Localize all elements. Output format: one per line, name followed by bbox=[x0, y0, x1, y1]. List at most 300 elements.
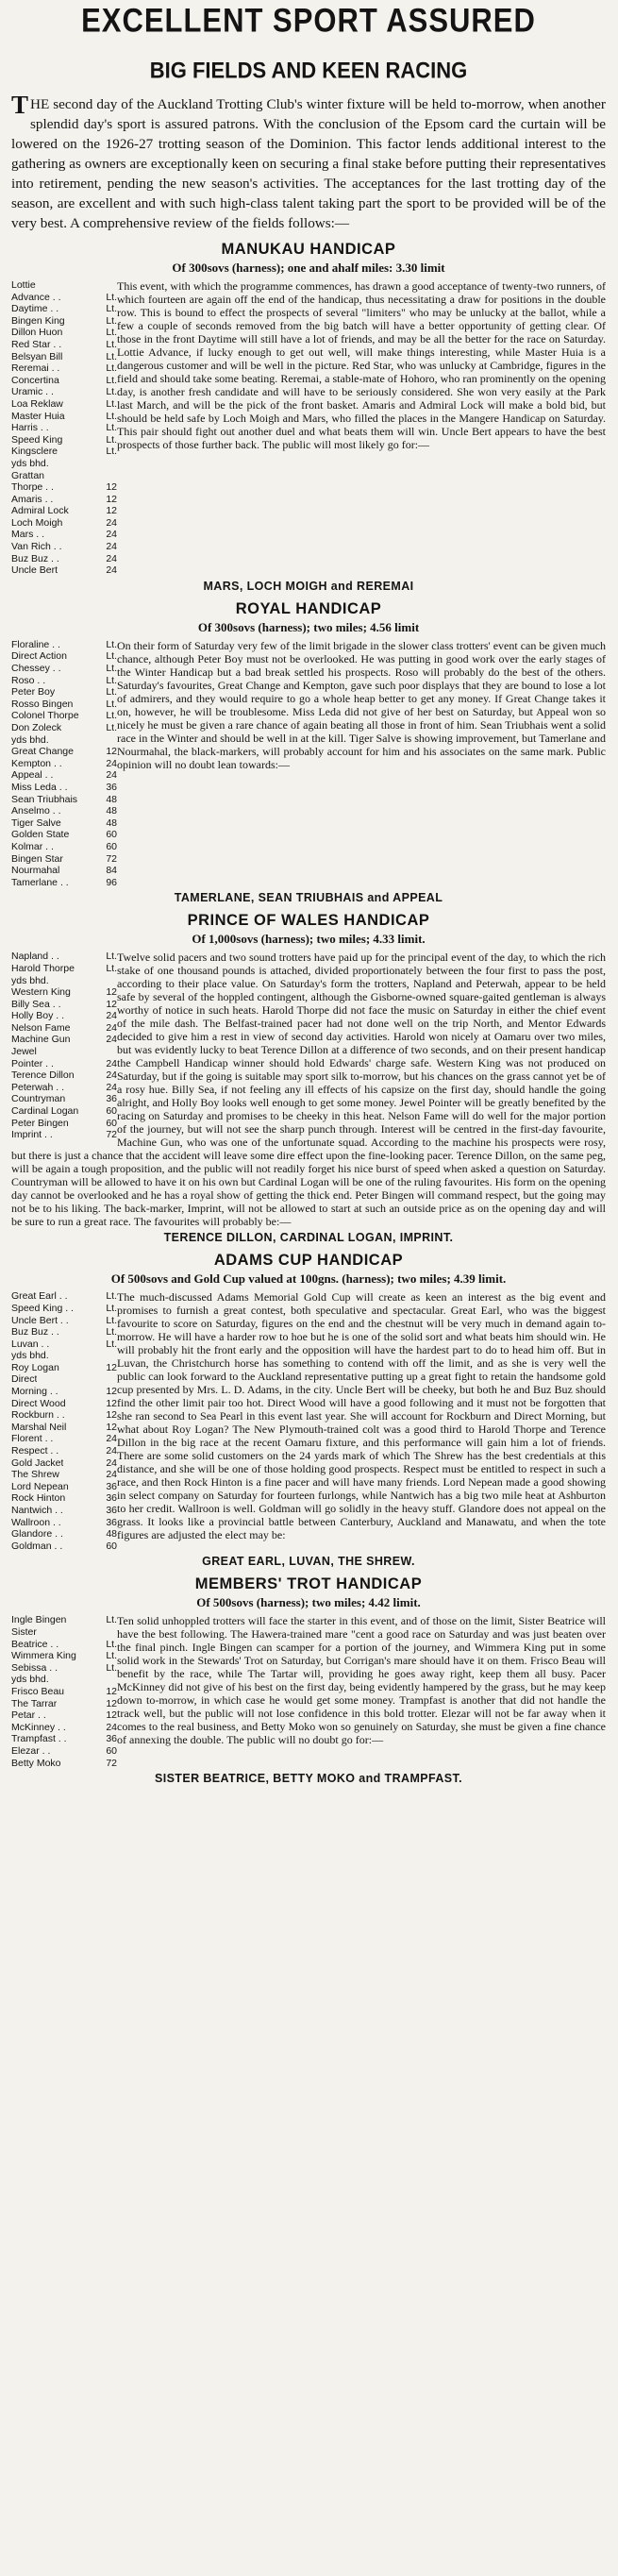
horse-name: yds bhd. bbox=[11, 1350, 49, 1362]
entry-row bbox=[11, 517, 117, 530]
horse-name: Appeal . . bbox=[11, 769, 54, 782]
horse-name: Master Huia bbox=[11, 410, 65, 422]
entry-row bbox=[11, 722, 117, 734]
handicap-mark: Lt. bbox=[106, 962, 117, 974]
handicap-mark: 36 bbox=[106, 781, 117, 793]
horse-name: Elezar . . bbox=[11, 1744, 51, 1757]
horse-name: Kolmar . . bbox=[11, 840, 54, 852]
entry-row bbox=[11, 1315, 117, 1327]
handicap-mark: 24 bbox=[106, 1456, 117, 1469]
horse-name: Western King bbox=[11, 986, 71, 999]
entry-row bbox=[11, 1505, 117, 1517]
handicap-mark: 12 bbox=[106, 1397, 117, 1409]
handicap-mark: Lt. bbox=[106, 1638, 117, 1650]
horse-name: Speed King . . bbox=[11, 1302, 74, 1314]
handicap-mark: 72 bbox=[106, 852, 117, 865]
horse-name: Amaris . . bbox=[11, 493, 54, 505]
handicap-mark: 24 bbox=[106, 1021, 117, 1034]
subheadline: BIG FIELDS AND KEEN RACING bbox=[149, 57, 468, 84]
entry-row bbox=[11, 734, 117, 747]
entry-row bbox=[11, 746, 117, 758]
handicap-mark bbox=[100, 470, 117, 482]
handicap-mark: Lt. bbox=[106, 686, 117, 699]
event-section bbox=[11, 912, 606, 1244]
horse-name: Ingle Bingen bbox=[11, 1614, 67, 1626]
events-list bbox=[11, 241, 606, 1785]
horse-name: Loa Reklaw bbox=[11, 397, 63, 410]
entry-row bbox=[11, 1639, 117, 1651]
entry-row bbox=[11, 541, 117, 553]
horse-name: Machine Gun bbox=[11, 1034, 71, 1046]
entry-row bbox=[11, 1709, 117, 1722]
entry-row bbox=[11, 650, 117, 663]
horse-name: Rockburn . . bbox=[11, 1409, 65, 1422]
handicap-mark: 24 bbox=[106, 564, 117, 577]
entry-row bbox=[11, 1422, 117, 1434]
horse-name: Goldman . . bbox=[11, 1540, 63, 1552]
horse-name: Miss Leda . . bbox=[11, 781, 68, 793]
event-body bbox=[11, 639, 606, 888]
entry-row bbox=[11, 986, 117, 999]
horse-name: Admiral Lock bbox=[11, 505, 69, 517]
handicap-mark: Lt. bbox=[106, 433, 117, 446]
entry-row bbox=[11, 963, 117, 975]
entry-row bbox=[11, 1350, 117, 1362]
handicap-mark: Lt. bbox=[106, 698, 117, 710]
handicap-mark: 12 bbox=[106, 1386, 117, 1398]
handicap-mark bbox=[100, 975, 117, 987]
handicap-mark: Lt. bbox=[106, 1314, 117, 1326]
horse-name: McKinney . . bbox=[11, 1721, 66, 1733]
horse-name: Marshal Neil bbox=[11, 1421, 67, 1433]
entry-row bbox=[11, 470, 117, 482]
event-title: MEMBERS' TROT HANDICAP bbox=[194, 1575, 423, 1593]
entry-row bbox=[11, 351, 117, 363]
entry-row bbox=[11, 1481, 117, 1493]
entry-row bbox=[11, 327, 117, 339]
handicap-mark: Lt. bbox=[106, 650, 117, 663]
horse-name: Kingsclere bbox=[11, 446, 58, 458]
lead-text: HE second day of the Auckland Trotting Club's winter fixture will be held to-morrow, when another splendid day's sport is assured patrons. With the conclusion of the Epsom card the curtain will be lowered on the 1926-27 trotting season of the Dominion. This factor lends additional interest to the gathering as owners are exceptionally keen on securing a final stake before putting their representatives into retirement, pending the new season's activities. The acceptances for the last trotting day of the season, are excellent and with such high-class talent taking part the sport to be provided will be of the very best. A comprehensive review of the fields follows:— bbox=[11, 96, 606, 231]
entry-row bbox=[11, 710, 117, 722]
horse-name: Mars . . bbox=[11, 529, 45, 541]
handicap-mark: 48 bbox=[106, 817, 117, 829]
entry-row bbox=[11, 1386, 117, 1398]
horse-name: Van Rich . . bbox=[11, 541, 62, 553]
event-selections: TERENCE DILLON, CARDINAL LOGAN, IMPRINT. bbox=[163, 1231, 454, 1245]
handicap-mark: Lt. bbox=[106, 422, 117, 434]
horse-name: Respect . . bbox=[11, 1445, 59, 1457]
horse-name: Uncle Bert . . bbox=[11, 1314, 69, 1326]
handicap-mark: Lt. bbox=[106, 327, 117, 339]
entry-row bbox=[11, 1373, 117, 1386]
entry-row bbox=[11, 951, 117, 963]
entry-row bbox=[11, 699, 117, 711]
handicap-mark: Lt. bbox=[106, 638, 117, 650]
handicap-mark: 60 bbox=[106, 1540, 117, 1552]
entry-row bbox=[11, 817, 117, 830]
event-title: ADAMS CUP HANDICAP bbox=[213, 1252, 404, 1270]
horse-name: Peterwah . . bbox=[11, 1081, 65, 1093]
handicap-mark bbox=[100, 734, 117, 747]
entries-list bbox=[11, 639, 117, 888]
event-conditions: Of 300sovs (harness); two miles; 4.56 limit bbox=[197, 619, 420, 634]
event-section bbox=[11, 241, 606, 593]
entry-row bbox=[11, 362, 117, 375]
entry-row bbox=[11, 1082, 117, 1094]
event-body bbox=[11, 951, 606, 1228]
entry-row bbox=[11, 853, 117, 866]
horse-name: Speed King bbox=[11, 433, 63, 446]
handicap-mark: Lt. bbox=[106, 1650, 117, 1662]
handicap-mark: 24 bbox=[106, 1445, 117, 1457]
horse-name: Colonel Thorpe bbox=[11, 710, 79, 722]
horse-name: Concertina bbox=[11, 374, 59, 386]
entry-row bbox=[11, 1398, 117, 1410]
entry-row bbox=[11, 1457, 117, 1470]
horse-name: Peter Bingen bbox=[11, 1117, 69, 1129]
handicap-mark: 60 bbox=[106, 1744, 117, 1757]
handicap-mark bbox=[100, 279, 117, 292]
entry-row bbox=[11, 686, 117, 699]
entry-row bbox=[11, 303, 117, 315]
event-review: On their form of Saturday very few of the limit brigade in the slower class trotters' event can be given much chance, although Peter Boy must not be overlooked. He was putting in good work over the early stages of the Winter Handicap but a bad break settled his prospects. Roso will probably do the best of the others. Saturday's favourites, Great Change and Kempton, gave such poor displays that they are bound to lose a lot of admirers, and they would require to go a whole heap better to get any money. If Great Change takes it on, however, he will be troublesome. Miss Leda did not give of her best on Saturday, but Appeal won so nicely he must be given a rare chance of again beating all those in front of him. Sean Triubhais went a solid race in the Winter and should be well in at the kill. Tiger Salve is showing improvement, but Tamerlane and Nourmahal, the black-markers, will probably account for him and his associates on the same mark. Public opinion will no doubt lean towards:— bbox=[117, 638, 607, 771]
handicap-mark: 24 bbox=[106, 1069, 117, 1082]
horse-name: Napland . . bbox=[11, 951, 59, 963]
event-selections: SISTER BEATRICE, BETTY MOKO and TRAMPFAST. bbox=[154, 1772, 463, 1786]
horse-name: Florent . . bbox=[11, 1433, 54, 1445]
handicap-mark: 60 bbox=[106, 1105, 117, 1118]
handicap-mark: 36 bbox=[106, 1492, 117, 1505]
event-conditions: Of 500sovs (harness); two miles; 4.42 limit. bbox=[196, 1595, 421, 1610]
handicap-mark: Lt. bbox=[106, 951, 117, 963]
horse-name: yds bhd. bbox=[11, 733, 49, 746]
entry-row bbox=[11, 1093, 117, 1105]
horse-name: Loch Moigh bbox=[11, 516, 63, 529]
event-body bbox=[11, 1290, 606, 1552]
horse-name: Direct Wood bbox=[11, 1397, 66, 1409]
handicap-mark: Lt. bbox=[106, 1302, 117, 1314]
handicap-mark: 24 bbox=[106, 1469, 117, 1481]
handicap-mark: Lt. bbox=[106, 710, 117, 722]
horse-name: Imprint . . bbox=[11, 1129, 53, 1141]
handicap-mark: 48 bbox=[106, 1528, 117, 1541]
handicap-mark: 24 bbox=[106, 1081, 117, 1093]
handicap-mark: Lt. bbox=[106, 397, 117, 410]
entry-row bbox=[11, 1650, 117, 1662]
entry-row bbox=[11, 1010, 117, 1022]
horse-name: Don Zoleck bbox=[11, 722, 62, 733]
horse-name: Jewel bbox=[11, 1046, 37, 1058]
handicap-mark bbox=[100, 1046, 117, 1058]
entry-row bbox=[11, 769, 117, 782]
event-section bbox=[11, 1252, 606, 1568]
event-review: Ten solid unhoppled trotters will face the starter in this event, and of those on the limit, Sister Beatrice will have the best following. The Hawera-trained mare "cent a good race on Saturday and was just beaten over the final pinch. Ingle Bingen can scamper for a portion of the journey, and Wimmera King put in some solid work in the Stewards' Trot on Saturday, but Corrigan's mare should have it on them. Frisco Beau will benefit by the race, while The Tartar will, providing he goes away right, keep them all busy. Pacer McKinney did not give of his best on the first day, being evidently hampered by the grass, but he may keep down to-morrow, in which case he would get some money. Trampfast is another that did not handle the track well, but the public will not lose confidence in this bold trotter. Elezar will not be far away when it comes to the real business, and Betty Moko won so genuinely on Saturday, she must be given a fine chance of annexing the double. The public will no doubt go for:— bbox=[117, 1614, 606, 1747]
horse-name: Roso . . bbox=[11, 674, 46, 686]
entries-list bbox=[11, 1290, 117, 1552]
handicap-mark: Lt. bbox=[106, 1326, 117, 1339]
horse-name: Nantwich . . bbox=[11, 1505, 63, 1516]
handicap-mark: 72 bbox=[106, 1757, 117, 1769]
handicap-mark: 36 bbox=[106, 1093, 117, 1105]
horse-name: Wimmera King bbox=[11, 1650, 76, 1662]
event-selections: TAMERLANE, SEAN TRIUBHAIS and APPEAL bbox=[174, 891, 443, 905]
horse-name: Red Star . . bbox=[11, 338, 62, 350]
horse-name: Rosso Bingen bbox=[11, 698, 74, 710]
entry-row bbox=[11, 446, 117, 458]
horse-name: Daytime . . bbox=[11, 303, 59, 315]
entries-list bbox=[11, 279, 117, 577]
handicap-mark: 48 bbox=[106, 793, 117, 805]
handicap-mark: 12 bbox=[106, 998, 117, 1010]
horse-name: Betty Moko bbox=[11, 1757, 61, 1769]
handicap-mark: 96 bbox=[106, 876, 117, 888]
entry-row bbox=[11, 481, 117, 494]
event-review: This event, with which the programme commences, has drawn a good acceptance of twenty-two runners, of which fourteen are again off the end of the handicap, thus necessitating a draw for positions in the double row. This is bound to effect the prospects of several "limiters" who may be unlucky at the ballot, while a few a couple of seconds removed from the big batch will have a better opportunity of getting clear. Of those in the front Daytime will still have a lot of friends, and may be all the better for the race on Saturday. Lottie Advance, if lucky enough to get out well, will make things interesting, while Master Huia is a dangerous customer and will be well in the picture. Red Star, who was unlucky at Cambridge, figures in the field and should take some beating. Reremai, a stable-mate of Hohoro, who ran prominently on the opening day, is another fresh candidate and will have to be seriously considered. She won very easily at the Park last March, and will be the pick of the front basket. Amaris and Admiral Lock will make a bold bid, but should be held safe by Loch Moigh and Mars, who filled the places in the Mangere Handicap on Saturday. This pair should fight out another duel and what beats them will win. Uncle Bert appears to have the best prospects of those further back. The public will most likely go for:— bbox=[117, 279, 606, 451]
horse-name: Sebissa . . bbox=[11, 1661, 58, 1674]
horse-name: Great Earl . . bbox=[11, 1290, 68, 1303]
handicap-mark: 36 bbox=[106, 1505, 117, 1516]
handicap-mark bbox=[100, 1626, 117, 1639]
horse-name: yds bhd. bbox=[11, 457, 49, 469]
entry-row bbox=[11, 564, 117, 577]
horse-name: Wallroon . . bbox=[11, 1516, 61, 1528]
entry-row bbox=[11, 805, 117, 817]
entry-row bbox=[11, 1069, 117, 1082]
horse-name: Lottie bbox=[11, 279, 36, 291]
entry-row bbox=[11, 339, 117, 351]
horse-name: Beatrice . . bbox=[11, 1638, 59, 1650]
horse-name: Grattan bbox=[11, 469, 45, 481]
horse-name: Lord Nepean bbox=[11, 1480, 69, 1492]
handicap-mark: Lt. bbox=[106, 1290, 117, 1303]
handicap-mark: 12 bbox=[106, 1709, 117, 1722]
horse-name: Thorpe . . bbox=[11, 481, 54, 494]
handicap-mark: Lt. bbox=[106, 386, 117, 398]
entry-row bbox=[11, 386, 117, 398]
horse-name: Harold Thorpe bbox=[11, 962, 75, 974]
event-selections: MARS, LOCH MOIGH and REREMAI bbox=[203, 579, 414, 593]
horse-name: Chessey . . bbox=[11, 663, 61, 675]
horse-name: Kempton . . bbox=[11, 757, 62, 769]
horse-name: yds bhd. bbox=[11, 1674, 49, 1686]
handicap-mark: 84 bbox=[106, 865, 117, 877]
handicap-mark bbox=[100, 458, 117, 470]
handicap-mark: 24 bbox=[106, 769, 117, 782]
horse-name: Bingen King bbox=[11, 314, 65, 327]
handicap-mark: Lt. bbox=[106, 1614, 117, 1626]
event-body bbox=[11, 279, 606, 577]
entry-row bbox=[11, 411, 117, 423]
handicap-mark: 36 bbox=[106, 1480, 117, 1492]
horse-name: Reremai . . bbox=[11, 362, 60, 375]
entry-row bbox=[11, 675, 117, 687]
handicap-mark: Lt. bbox=[106, 291, 117, 303]
entry-row bbox=[11, 1303, 117, 1315]
entry-row bbox=[11, 1541, 117, 1553]
handicap-mark: 12 bbox=[106, 493, 117, 505]
handicap-mark: 60 bbox=[106, 1117, 117, 1129]
entry-row bbox=[11, 782, 117, 794]
handicap-mark: Lt. bbox=[106, 663, 117, 675]
entry-row bbox=[11, 829, 117, 841]
entry-row bbox=[11, 458, 117, 470]
handicap-mark: 12 bbox=[106, 1421, 117, 1433]
horse-name: Belsyan Bill bbox=[11, 350, 63, 362]
handicap-mark: 24 bbox=[106, 1057, 117, 1069]
handicap-mark: 60 bbox=[106, 829, 117, 841]
horse-name: Nourmahal bbox=[11, 865, 60, 877]
horse-name: Tamerlane . . bbox=[11, 876, 69, 888]
event-review: Twelve solid pacers and two sound trotters have paid up for the principal event of the day, to which the rich stake of one thousand pounds is attached, divided proportionately between the four first to pass the post, according to their place value. On Saturday's form the trotters, Napland and Peterwah, appear to be held safe by several of the hoppled contingent, although the Gisborne-owned square-gaited gentleman is always worthy of notice in such heats. Harold Thorpe did not face the music on Saturday in either the chief event of the mile dash. The Belfast-trained pacer had not done well on the trip North, and Mentor Edwards decided to give him a rest in view of second day activities. Harold won nicely at Oamaru over two miles, but was evidently lucky to beat Terence Dillon at a difference of two seconds, and on their present handicap the Campbell Handicap winner should hold Edwards' charge safe. Western King was not produced on Saturday, but if the going is suitable may sport silk to-morrow, but his chances on the grass cannot yet be of a rosy hue. Billy Sea, if not feeling any ill effects of his capsize on the first day, should handle the going alright, and Holly Boy looks well enough to get some money. Jewel Pointer will be greatly benefited by the racing on Saturday and promises to be cheeky in this heat. Nelson Fame will do well for the major portion of the journey, but will not see the sharp punch through. Interest will be centred in the first-day favourite, Machine Gun, who was one of the unfortunate squad. According to the machine his prospects were rosy, but there is just a chance that the accident will leave some dire effect upon the fine-looking pacer. Terence Dillon, on the same peg, will be again a tough proposition, and the public will not readily forget his nice burst of speed when asked a question on Saturday. Countryman will be allowed to have it on his own but Cardinal Logan will be one of the ruling favourites. His form on the opening day cannot be overlooked and he has a royal show of getting the thick end. Peter Bingen will command respect, but the going may not be to his liking. The back-marker, Imprint, will not be allowed to start at such an outside price as on the opening day and will be sure to run a great race. The favourites will probably be:— bbox=[11, 951, 606, 1229]
horse-name: Holly Boy . . bbox=[11, 1010, 65, 1022]
handicap-mark: Lt. bbox=[106, 674, 117, 686]
horse-name: Terence Dillon bbox=[11, 1069, 75, 1082]
entry-row bbox=[11, 1686, 117, 1698]
entry-row bbox=[11, 794, 117, 806]
entry-row bbox=[11, 1733, 117, 1745]
handicap-mark: 24 bbox=[106, 516, 117, 529]
handicap-mark: 12 bbox=[106, 1409, 117, 1422]
entry-row bbox=[11, 279, 117, 292]
horse-name: Uncle Bert bbox=[11, 564, 58, 577]
handicap-mark: Lt. bbox=[106, 303, 117, 315]
entry-row bbox=[11, 1492, 117, 1505]
handicap-mark: 12 bbox=[106, 746, 117, 758]
entry-row bbox=[11, 1339, 117, 1351]
handicap-mark: Lt. bbox=[106, 410, 117, 422]
handicap-mark: 24 bbox=[106, 757, 117, 769]
entry-row bbox=[11, 1362, 117, 1374]
horse-name: Great Change bbox=[11, 746, 74, 758]
entry-row bbox=[11, 529, 117, 541]
event-conditions: Of 300sovs (harness); one and ahalf miles: 3.30 limit bbox=[172, 261, 445, 275]
horse-name: Pointer . . bbox=[11, 1057, 54, 1069]
handicap-mark bbox=[100, 1674, 117, 1686]
event-body bbox=[11, 1614, 606, 1769]
handicap-mark: 36 bbox=[106, 1733, 117, 1745]
handicap-mark: Lt. bbox=[106, 1338, 117, 1350]
handicap-mark: Lt. bbox=[106, 338, 117, 350]
handicap-mark: 24 bbox=[106, 541, 117, 553]
entries-list bbox=[11, 1614, 117, 1769]
handicap-mark: 12 bbox=[106, 1361, 117, 1373]
entry-row bbox=[11, 1662, 117, 1675]
entry-row bbox=[11, 1022, 117, 1035]
entry-row bbox=[11, 1614, 117, 1626]
entry-row bbox=[11, 1698, 117, 1710]
handicap-mark: 48 bbox=[106, 805, 117, 817]
entry-row bbox=[11, 1433, 117, 1445]
entry-row bbox=[11, 1046, 117, 1058]
drop-cap: T bbox=[11, 91, 29, 119]
horse-name: Bingen Star bbox=[11, 852, 63, 865]
event-title: MANUKAU HANDICAP bbox=[221, 241, 396, 258]
horse-name: Gold Jacket bbox=[11, 1456, 64, 1469]
horse-name: Countryman bbox=[11, 1093, 66, 1105]
entry-row bbox=[11, 1409, 117, 1422]
handicap-mark: Lt. bbox=[106, 1661, 117, 1674]
horse-name: Anselmo . . bbox=[11, 805, 61, 817]
horse-name: Direct bbox=[11, 1373, 38, 1386]
entry-row bbox=[11, 1674, 117, 1686]
lead-paragraph bbox=[11, 91, 606, 233]
headline: EXCELLENT SPORT ASSURED bbox=[81, 1, 536, 40]
horse-name: Sister bbox=[11, 1625, 37, 1638]
horse-name: Rock Hinton bbox=[11, 1492, 66, 1505]
handicap-mark: 24 bbox=[106, 1010, 117, 1022]
horse-name: Glandore . . bbox=[11, 1528, 63, 1541]
horse-name: Buz Buz . . bbox=[11, 552, 59, 564]
handicap-mark: Lt. bbox=[106, 374, 117, 386]
entry-row bbox=[11, 1445, 117, 1457]
handicap-mark: 24 bbox=[106, 1433, 117, 1445]
entry-row bbox=[11, 1626, 117, 1639]
event-conditions: Of 500sovs and Gold Cup valued at 100gns. (harness); two miles; 4.39 limit. bbox=[110, 1271, 507, 1287]
handicap-mark bbox=[100, 1373, 117, 1386]
handicap-mark: 12 bbox=[106, 1697, 117, 1709]
entry-row bbox=[11, 1034, 117, 1046]
entry-row bbox=[11, 639, 117, 651]
handicap-mark: 36 bbox=[106, 1516, 117, 1528]
horse-name: Billy Sea . . bbox=[11, 998, 61, 1010]
event-section bbox=[11, 600, 606, 904]
horse-name: Roy Logan bbox=[11, 1361, 59, 1373]
entry-row bbox=[11, 1118, 117, 1130]
event-title: ROYAL HANDICAP bbox=[235, 599, 382, 617]
horse-name: Petar . . bbox=[11, 1709, 46, 1722]
entry-row bbox=[11, 1326, 117, 1339]
handicap-mark: 12 bbox=[106, 986, 117, 999]
event-conditions: Of 1,000sovs (harness); two miles; 4.33 limit. bbox=[192, 932, 426, 947]
entry-row bbox=[11, 422, 117, 434]
horse-name: Dillon Huon bbox=[11, 327, 63, 339]
handicap-mark: 12 bbox=[106, 1685, 117, 1697]
entry-row bbox=[11, 1722, 117, 1734]
handicap-mark: 24 bbox=[106, 552, 117, 564]
entry-row bbox=[11, 1517, 117, 1529]
handicap-mark: 72 bbox=[106, 1129, 117, 1141]
horse-name: Golden State bbox=[11, 829, 70, 841]
event-section bbox=[11, 1575, 606, 1785]
event-selections: GREAT EARL, LUVAN, THE SHREW. bbox=[202, 1555, 415, 1569]
handicap-mark: 60 bbox=[106, 840, 117, 852]
horse-name: Sean Triubhais bbox=[11, 793, 78, 805]
entry-row bbox=[11, 1058, 117, 1070]
entries-list bbox=[11, 951, 117, 1141]
horse-name: yds bhd. bbox=[11, 974, 49, 986]
handicap-mark: 24 bbox=[106, 1721, 117, 1733]
entry-row bbox=[11, 505, 117, 517]
entry-row bbox=[11, 1469, 117, 1481]
entry-row bbox=[11, 663, 117, 675]
handicap-mark: Lt. bbox=[106, 362, 117, 375]
entry-row bbox=[11, 1528, 117, 1541]
entry-row bbox=[11, 1745, 117, 1758]
entry-row bbox=[11, 398, 117, 411]
horse-name: Floraline . . bbox=[11, 638, 60, 650]
entry-row bbox=[11, 553, 117, 565]
horse-name: Cardinal Logan bbox=[11, 1105, 79, 1118]
horse-name: Uramic . . bbox=[11, 386, 54, 398]
entry-row bbox=[11, 758, 117, 770]
horse-name: Morning . . bbox=[11, 1386, 58, 1398]
handicap-mark: 12 bbox=[106, 505, 117, 517]
horse-name: Direct Action bbox=[11, 650, 67, 663]
horse-name: Advance . . bbox=[11, 291, 61, 303]
horse-name: Harris . . bbox=[11, 422, 49, 434]
entry-row bbox=[11, 1758, 117, 1770]
